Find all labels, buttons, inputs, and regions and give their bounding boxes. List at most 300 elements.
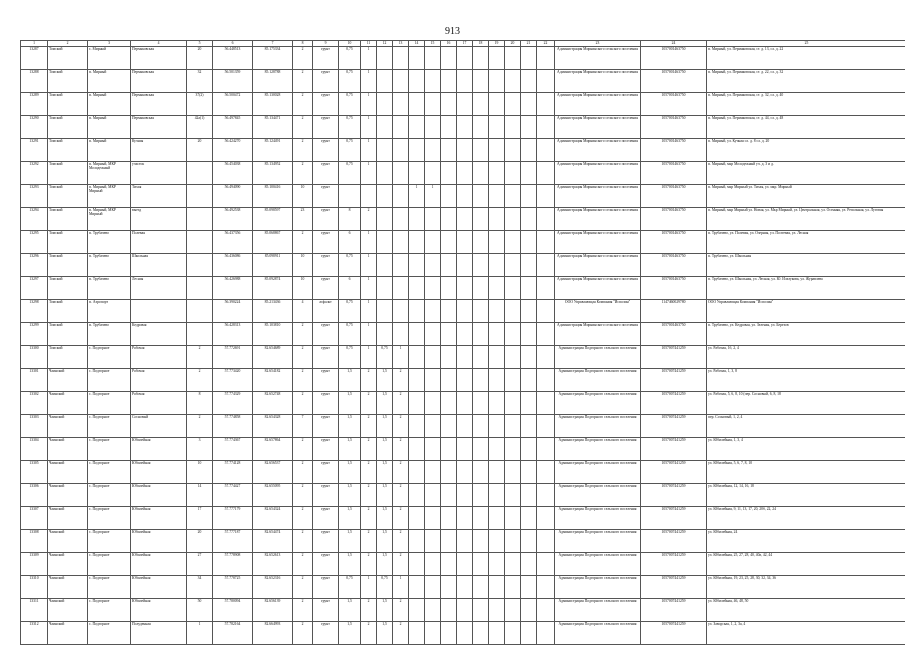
table-cell: Администрация Мирнинского сельского поселения xyxy=(555,208,641,231)
table-cell xyxy=(505,254,521,277)
table-cell: 1057007441259 xyxy=(641,507,707,530)
table-cell xyxy=(377,323,393,346)
table-cell: 1,5 xyxy=(377,369,393,392)
table-cell xyxy=(187,300,213,323)
table-cell: п. Трубачево xyxy=(88,254,131,277)
table-cell: 2 xyxy=(393,415,409,438)
table-row xyxy=(21,47,905,70)
column-number: 24 xyxy=(641,41,707,47)
table-cell xyxy=(457,139,473,162)
table-cell xyxy=(409,553,425,576)
table-cell: 1057007441259 xyxy=(641,438,707,461)
table-cell xyxy=(505,507,521,530)
table-cell: грунт xyxy=(313,369,339,392)
table-cell: Пермяковская xyxy=(131,93,187,116)
table-cell: 1,5 xyxy=(377,461,393,484)
table-cell xyxy=(537,254,555,277)
table-cell: ул. Рабочая, 1б, 2, 4 xyxy=(707,346,905,369)
table-cell: грунт xyxy=(313,93,339,116)
table-cell xyxy=(505,116,521,139)
table-cell xyxy=(489,438,505,461)
table-cell xyxy=(457,346,473,369)
table-cell: 6 xyxy=(339,231,361,254)
table-cell: 2 xyxy=(293,47,313,70)
table-cell: 17 xyxy=(187,507,213,530)
table-cell: 13305 xyxy=(21,461,48,484)
table-cell: 20 xyxy=(187,530,213,553)
table-cell: 57.774367 xyxy=(213,438,253,461)
table-cell xyxy=(505,162,521,185)
table-cell: ул. Юбилейная, 9, 11, 13, 17, 20, 20б, 22, 24 xyxy=(707,507,905,530)
table-row xyxy=(21,507,905,530)
table-cell: 13310 xyxy=(21,576,48,599)
table-cell xyxy=(377,277,393,300)
table-cell xyxy=(377,70,393,93)
table-cell: 1 xyxy=(409,185,425,208)
table-cell: Администрация Мирнинского сельского поселения xyxy=(555,93,641,116)
table-cell xyxy=(425,507,441,530)
table-cell xyxy=(425,392,441,415)
table-cell xyxy=(537,323,555,346)
table-cell xyxy=(425,415,441,438)
table-cell: ул. Рабочая, 5, 6, 8, 10 (пер. Сосновый, 6, 8, 18 xyxy=(707,392,905,415)
table-cell: 0,75 xyxy=(339,47,361,70)
table-cell: 2 xyxy=(393,369,409,392)
table-cell xyxy=(409,461,425,484)
table-cell xyxy=(537,208,555,231)
table-cell: 10 xyxy=(293,254,313,277)
table-cell: 20 xyxy=(187,47,213,70)
table-cell xyxy=(457,415,473,438)
column-number: 7 xyxy=(253,41,293,47)
table-cell: 82.654324 xyxy=(253,507,293,530)
table-row xyxy=(21,576,905,599)
table-cell: 85.134952 xyxy=(253,162,293,185)
table-cell: грунт xyxy=(313,139,339,162)
table-cell xyxy=(521,392,537,415)
table-cell: 1 xyxy=(393,346,409,369)
table-cell xyxy=(473,162,489,185)
column-number: 10 xyxy=(339,41,361,47)
table-cell xyxy=(457,254,473,277)
table-cell: грунт xyxy=(313,116,339,139)
table-cell xyxy=(393,231,409,254)
column-number: 4 xyxy=(131,41,187,47)
table-cell: с. Подгорное xyxy=(88,599,131,622)
table-cell xyxy=(537,70,555,93)
table-cell xyxy=(457,576,473,599)
table-cell: Рабочая xyxy=(131,369,187,392)
table-cell: грунт xyxy=(313,507,339,530)
table-cell: 13288 xyxy=(21,70,48,93)
table-cell xyxy=(537,300,555,323)
table-cell: Администрация Подгорного сельского поселения xyxy=(555,484,641,507)
table-cell xyxy=(521,277,537,300)
table-cell: 56.390224 xyxy=(213,300,253,323)
table-cell: 13312 xyxy=(21,622,48,645)
table-cell: 1 xyxy=(361,162,377,185)
table-cell xyxy=(457,162,473,185)
table-row xyxy=(21,323,905,346)
table-cell: 13297 xyxy=(21,277,48,300)
table-cell xyxy=(489,185,505,208)
table-cell xyxy=(505,622,521,645)
table-row xyxy=(21,553,905,576)
table-cell xyxy=(505,231,521,254)
table-cell xyxy=(521,47,537,70)
table-cell xyxy=(473,392,489,415)
table-cell: 1,5 xyxy=(377,438,393,461)
table-cell xyxy=(393,93,409,116)
table-cell: 13290 xyxy=(21,116,48,139)
table-cell xyxy=(441,599,457,622)
table-cell xyxy=(521,553,537,576)
table-cell: 1,5 xyxy=(339,530,361,553)
table-row xyxy=(21,346,905,369)
table-cell: 2 xyxy=(361,553,377,576)
table-cell xyxy=(489,415,505,438)
table-cell xyxy=(489,300,505,323)
table-cell xyxy=(441,254,457,277)
table-cell: 2 xyxy=(293,116,313,139)
table-cell: 13294 xyxy=(21,208,48,231)
table-cell: п. Мирный, МКР Мирный xyxy=(88,208,131,231)
table-cell: Сосновый xyxy=(131,415,187,438)
table-cell: 1057001463750 xyxy=(641,277,707,300)
column-number: 22 xyxy=(537,41,555,47)
table-cell: грунт xyxy=(313,553,339,576)
table-cell xyxy=(473,139,489,162)
column-number: 11 xyxy=(361,41,377,47)
table-cell xyxy=(393,254,409,277)
table-cell: Администрация Мирнинского сельского поселения xyxy=(555,185,641,208)
table-cell: 0,75 xyxy=(339,323,361,346)
table-cell xyxy=(489,116,505,139)
table-cell: 1057007441259 xyxy=(641,415,707,438)
table-cell: 10 xyxy=(293,277,313,300)
table-cell xyxy=(521,254,537,277)
table-cell: грунт xyxy=(313,277,339,300)
table-cell: 2 xyxy=(187,415,213,438)
table-cell: 1057001463750 xyxy=(641,231,707,254)
table-cell xyxy=(457,622,473,645)
table-cell: Пермяковская xyxy=(131,70,187,93)
column-number: 3 xyxy=(88,41,131,47)
table-cell xyxy=(425,553,441,576)
table-cell xyxy=(489,622,505,645)
table-row xyxy=(21,415,905,438)
table-cell: п. Мирный, ул. Пермяковская, ст. д. 44, сл. д. 48 xyxy=(707,116,905,139)
table-cell xyxy=(377,300,393,323)
table-cell: 57.780094 xyxy=(213,599,253,622)
table-cell: Администрация Мирнинского сельского поселения xyxy=(555,323,641,346)
table-cell: 1057007441259 xyxy=(641,461,707,484)
table-cell xyxy=(409,507,425,530)
table-cell: 1057001463750 xyxy=(641,139,707,162)
table-cell: 57.774329 xyxy=(213,392,253,415)
table-cell xyxy=(505,484,521,507)
table-row xyxy=(21,208,905,231)
table-cell: грунт xyxy=(313,576,339,599)
table-cell xyxy=(489,277,505,300)
table-cell xyxy=(377,231,393,254)
table-cell: 1 xyxy=(361,277,377,300)
table-cell xyxy=(537,47,555,70)
table-cell: п. Аэропорт xyxy=(88,300,131,323)
table-cell: 82.654328 xyxy=(253,415,293,438)
table-cell xyxy=(409,530,425,553)
table-cell: п. Мирный, МКР Молодежный xyxy=(88,162,131,185)
table-cell: Администрация Подгорного сельского поселения xyxy=(555,530,641,553)
table-cell xyxy=(473,415,489,438)
table-cell: 82.652748 xyxy=(253,392,293,415)
table-cell: 13302 xyxy=(21,392,48,415)
table-cell: 13311 xyxy=(21,599,48,622)
table-cell: 82.654689 xyxy=(253,346,293,369)
table-cell: п. Мирный, ул. Пермяковская, ст. д. 13, сл. д. 22 xyxy=(707,47,905,70)
table-cell xyxy=(505,438,521,461)
table-cell: с. Подгорное xyxy=(88,415,131,438)
table-cell: Томский xyxy=(48,93,88,116)
table-cell xyxy=(473,576,489,599)
table-cell: 0,75 xyxy=(339,70,361,93)
table-cell: 1057001463750 xyxy=(641,208,707,231)
table-cell xyxy=(537,231,555,254)
table-cell xyxy=(377,47,393,70)
table-cell: 1 xyxy=(361,576,377,599)
table-cell xyxy=(425,70,441,93)
table-cell: 1,5 xyxy=(377,622,393,645)
table-cell: п. Трубачево xyxy=(88,323,131,346)
table-cell xyxy=(457,208,473,231)
table-cell: грунт xyxy=(313,231,339,254)
table-cell: п. Мирный, МКР Мирный xyxy=(88,185,131,208)
table-cell xyxy=(441,622,457,645)
table-cell: с. Подгорное xyxy=(88,369,131,392)
table-cell: Полуденная xyxy=(131,622,187,645)
table-cell: Администрация Подгорного сельского поселения xyxy=(555,415,641,438)
table-cell: Администрация Подгорного сельского поселения xyxy=(555,346,641,369)
table-cell: 1,5 xyxy=(377,392,393,415)
table-cell xyxy=(489,139,505,162)
table-cell: 56.448513 xyxy=(213,47,253,70)
table-cell: 56.454038 xyxy=(213,162,253,185)
table-cell xyxy=(441,484,457,507)
table-cell: 57.778908 xyxy=(213,553,253,576)
table-cell: Томский xyxy=(48,254,88,277)
table-cell xyxy=(425,438,441,461)
table-cell: Лесная xyxy=(131,277,187,300)
table-cell: 57.778725 xyxy=(213,576,253,599)
table-cell: Администрация Подгорного сельского поселения xyxy=(555,576,641,599)
table-cell: Администрация Мирнинского сельского поселения xyxy=(555,47,641,70)
table-cell xyxy=(473,484,489,507)
table-cell: п. Мирный, мкр Мирный ул. Новая, ул. Мкр Мирный, ул. Центральная, ул. Осенняя, ул. Репольная, ул. Луговая xyxy=(707,208,905,231)
table-cell: с. Подгорное xyxy=(88,484,131,507)
table-row xyxy=(21,93,905,116)
table-cell xyxy=(457,93,473,116)
table-row xyxy=(21,185,905,208)
table-cell: 2 xyxy=(393,392,409,415)
table-cell xyxy=(489,231,505,254)
table-cell: 82.664993 xyxy=(253,622,293,645)
table-cell xyxy=(505,47,521,70)
table-cell: Администрация Мирнинского сельского поселения xyxy=(555,162,641,185)
table-cell: Администрация Мирнинского сельского поселения xyxy=(555,70,641,93)
table-cell: 56.501359 xyxy=(213,70,253,93)
table-cell xyxy=(409,622,425,645)
table-cell: 1,5 xyxy=(339,369,361,392)
table-cell xyxy=(409,47,425,70)
table-cell xyxy=(473,530,489,553)
table-cell xyxy=(537,599,555,622)
table-cell: 82.657864 xyxy=(253,438,293,461)
table-cell: 57.773420 xyxy=(213,369,253,392)
table-cell: 82.654182 xyxy=(253,369,293,392)
table-cell: Юбилейная xyxy=(131,461,187,484)
table-cell: ул. Юбилейная, 12, 14, 16, 18 xyxy=(707,484,905,507)
table-cell xyxy=(505,553,521,576)
table-cell xyxy=(377,254,393,277)
table-cell: 1,5 xyxy=(339,622,361,645)
table-cell xyxy=(377,208,393,231)
table-cell: 1057001463750 xyxy=(641,116,707,139)
table-cell: 1,5 xyxy=(377,507,393,530)
table-cell: 2 xyxy=(393,507,409,530)
table-cell: п. Мирный, мкр Мирный ул. Тихая, ул. мкр. Мирный xyxy=(707,185,905,208)
table-cell: 1147460029780 xyxy=(641,300,707,323)
table-cell: 82.652316 xyxy=(253,576,293,599)
table-cell: Юбилейная xyxy=(131,553,187,576)
table-cell xyxy=(393,300,409,323)
table-cell xyxy=(489,507,505,530)
table-cell: Юбилейная xyxy=(131,438,187,461)
column-number: 16 xyxy=(441,41,457,47)
table-cell xyxy=(409,438,425,461)
table-cell xyxy=(521,346,537,369)
table-cell xyxy=(425,231,441,254)
table-cell: грунт xyxy=(313,415,339,438)
table-cell: п. Мирный xyxy=(88,139,131,162)
table-cell: Чаинский xyxy=(48,392,88,415)
table-cell: грунт xyxy=(313,47,339,70)
table-cell: 2 xyxy=(187,346,213,369)
table-cell: 1057007441259 xyxy=(641,530,707,553)
table-cell xyxy=(505,323,521,346)
table-row xyxy=(21,231,905,254)
table-cell xyxy=(537,139,555,162)
table-cell: 13298 xyxy=(21,300,48,323)
table-cell xyxy=(441,461,457,484)
table-cell: 57.774427 xyxy=(213,484,253,507)
table-cell: 1057001463750 xyxy=(641,162,707,185)
table-cell: 2 xyxy=(293,484,313,507)
table-cell xyxy=(457,461,473,484)
table-cell: 1057001463750 xyxy=(641,93,707,116)
table-cell xyxy=(425,208,441,231)
table-cell: 2 xyxy=(293,162,313,185)
table-cell: 13299 xyxy=(21,323,48,346)
table-cell xyxy=(521,599,537,622)
table-cell: Чаинский xyxy=(48,553,88,576)
table-cell: 1,5 xyxy=(339,461,361,484)
table-cell: грунт xyxy=(313,346,339,369)
table-cell xyxy=(409,93,425,116)
table-cell: выезд xyxy=(131,208,187,231)
column-number: 6 xyxy=(213,41,253,47)
table-cell: 2 xyxy=(293,576,313,599)
table-cell: 1057007441259 xyxy=(641,346,707,369)
table-cell xyxy=(505,93,521,116)
table-cell: 0,75 xyxy=(339,346,361,369)
table-cell xyxy=(425,530,441,553)
column-number: 21 xyxy=(521,41,537,47)
table-cell: 6 xyxy=(339,277,361,300)
table-cell xyxy=(505,139,521,162)
column-number: 15 xyxy=(425,41,441,47)
table-cell: Чаинский xyxy=(48,461,88,484)
table-cell xyxy=(489,47,505,70)
table-cell: 85.130028 xyxy=(253,93,293,116)
table-cell: 1 xyxy=(361,254,377,277)
table-cell: п. Мирный xyxy=(88,116,131,139)
table-cell: 85.128788 xyxy=(253,70,293,93)
table-cell xyxy=(425,599,441,622)
table-cell xyxy=(457,507,473,530)
table-cell: 56.500472 xyxy=(213,93,253,116)
table-cell xyxy=(473,70,489,93)
table-cell xyxy=(489,484,505,507)
table-cell: 56.492538 xyxy=(213,208,253,231)
table-cell: Томский xyxy=(48,346,88,369)
table-cell: 23 xyxy=(293,208,313,231)
table-cell: Администрация Подгорного сельского поселения xyxy=(555,369,641,392)
table-cell xyxy=(393,208,409,231)
table-cell: 2 xyxy=(361,369,377,392)
table-cell: Чаинский xyxy=(48,599,88,622)
table-cell: 2 xyxy=(293,438,313,461)
table-cell: Томский xyxy=(48,300,88,323)
table-cell: Томский xyxy=(48,139,88,162)
table-cell xyxy=(393,323,409,346)
table-cell: 1 xyxy=(361,300,377,323)
table-cell: ул. Юбилейная, 19, 23, 25, 28, 30, 32, 34, 36 xyxy=(707,576,905,599)
table-cell xyxy=(441,369,457,392)
table-cell xyxy=(521,415,537,438)
table-cell xyxy=(441,530,457,553)
table-cell: Томский xyxy=(48,323,88,346)
table-cell xyxy=(409,392,425,415)
table-row xyxy=(21,369,905,392)
table-cell xyxy=(377,162,393,185)
table-cell: 37(2) xyxy=(187,93,213,116)
table-cell xyxy=(187,162,213,185)
table-cell: п. Мирный xyxy=(88,93,131,116)
table-cell: Администрация Мирнинского сельского поселения xyxy=(555,231,641,254)
table-cell: 0,75 xyxy=(339,162,361,185)
table-cell xyxy=(441,47,457,70)
table-cell xyxy=(441,93,457,116)
column-number: 23 xyxy=(555,41,641,47)
table-cell xyxy=(187,231,213,254)
table-cell xyxy=(489,346,505,369)
table-cell xyxy=(409,162,425,185)
table-cell: грунт xyxy=(313,70,339,93)
table-cell: 1057001463750 xyxy=(641,254,707,277)
table-cell: 2 xyxy=(293,369,313,392)
table-cell xyxy=(409,70,425,93)
table-cell xyxy=(377,139,393,162)
